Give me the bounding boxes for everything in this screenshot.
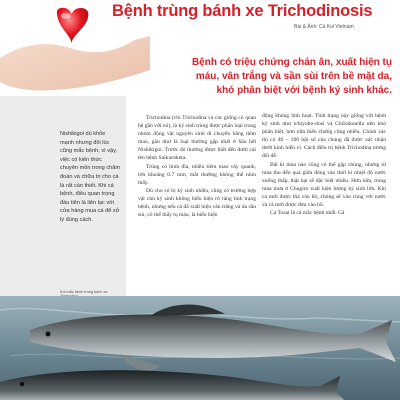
photo-caption: Koi mắc bệnh trùng bánh xe [60,290,108,294]
sidebar-text: Nishikigoi dù khỏe mạnh nhưng đôi lúc cũng mắc bệnh, vì vậy, việc có kiến thức chuyên môn trong chăm đoán và chữa trị cho cá là rất cần thiết. Khi cá bệnh, điều quan trọng đầu tiên là liên lạc với cửa hàng mua cá để xử lý đúng cách. [60,131,121,223]
article-title: Bệnh trùng bánh xe Trichodinosis [112,2,373,20]
article-lead: Bệnh có triệu chứng chán ăn, xuất hiện tụ máu, vân trắng và sần sùi trên bề mặt da, khó phân biệt với bệnh ký sinh khác. [191,57,392,96]
paragraph: Cá Tosai là cá mắc bệnh nhất. Cá [270,210,345,217]
paragraph: Bất kì mùa nào cũng có thể gặp chúng, nhưng từ mùa thu đến quá giữa đông vào thời kì nhiệt độ nước xuống thấp, thật hại sẽ đặc biệt nhiều. Hơn nữa, trong mùa mưa ở Chugiro xuất hiện lượng ký sinh lớn. Khi cá mới được thả vào hồ, chúng sẽ vào cùng với nước và cá mới được đưa vào hồ. [262,161,386,209]
article-column-2 [262,112,386,217]
paragraph: Trichodina (chi Trichodina và các giống có quan hệ gần với nó), là ký sinh trùng được phân loại trong nhóm động vật nguyên sinh di chuyển bằng tiêm mao, gắn như là loại thường gặp nhất ở hầu hết Nishikigoi. Trước đó thường được biết đến dưới cái tên bệnh Saikuroketa. [138,115,257,162]
article-byline: Bài & Ảnh: Cá Koi Vietnam [294,24,354,30]
koi-fish-photo [0,296,400,400]
paragraph: Dù cho có bị ký sinh nhiều, cũng có trường hợp vật chủ ký sinh không biểu hiện rõ ràng tình trạng bệnh, nhưng nếu cá đã xuất hiện vân trắng và da sần sùi, có thể thấy tụ máu, là biểu hiện [138,187,256,219]
article-column-1 [138,114,256,219]
paragraph: Trùng có hình đĩa, nhiều tiêm mao vây quanh, lớn khoảng 0.7 mm, mắt thường không thể nhìn thấy. [138,163,256,186]
paragraph: động không linh hoạt. Tình trạng này giống với bệnh ký sinh như ichtyobo-dosi và Chilodonella nên khó phân biệt, hơn nữa biến chứng cũng nhiều. Chính xác thì có 40 – 100 bội số của chúng đã được xác nhận dưới kính hiển vi. Cách điều trị bệnh Trichodina tương đối dễ. [262,113,386,160]
